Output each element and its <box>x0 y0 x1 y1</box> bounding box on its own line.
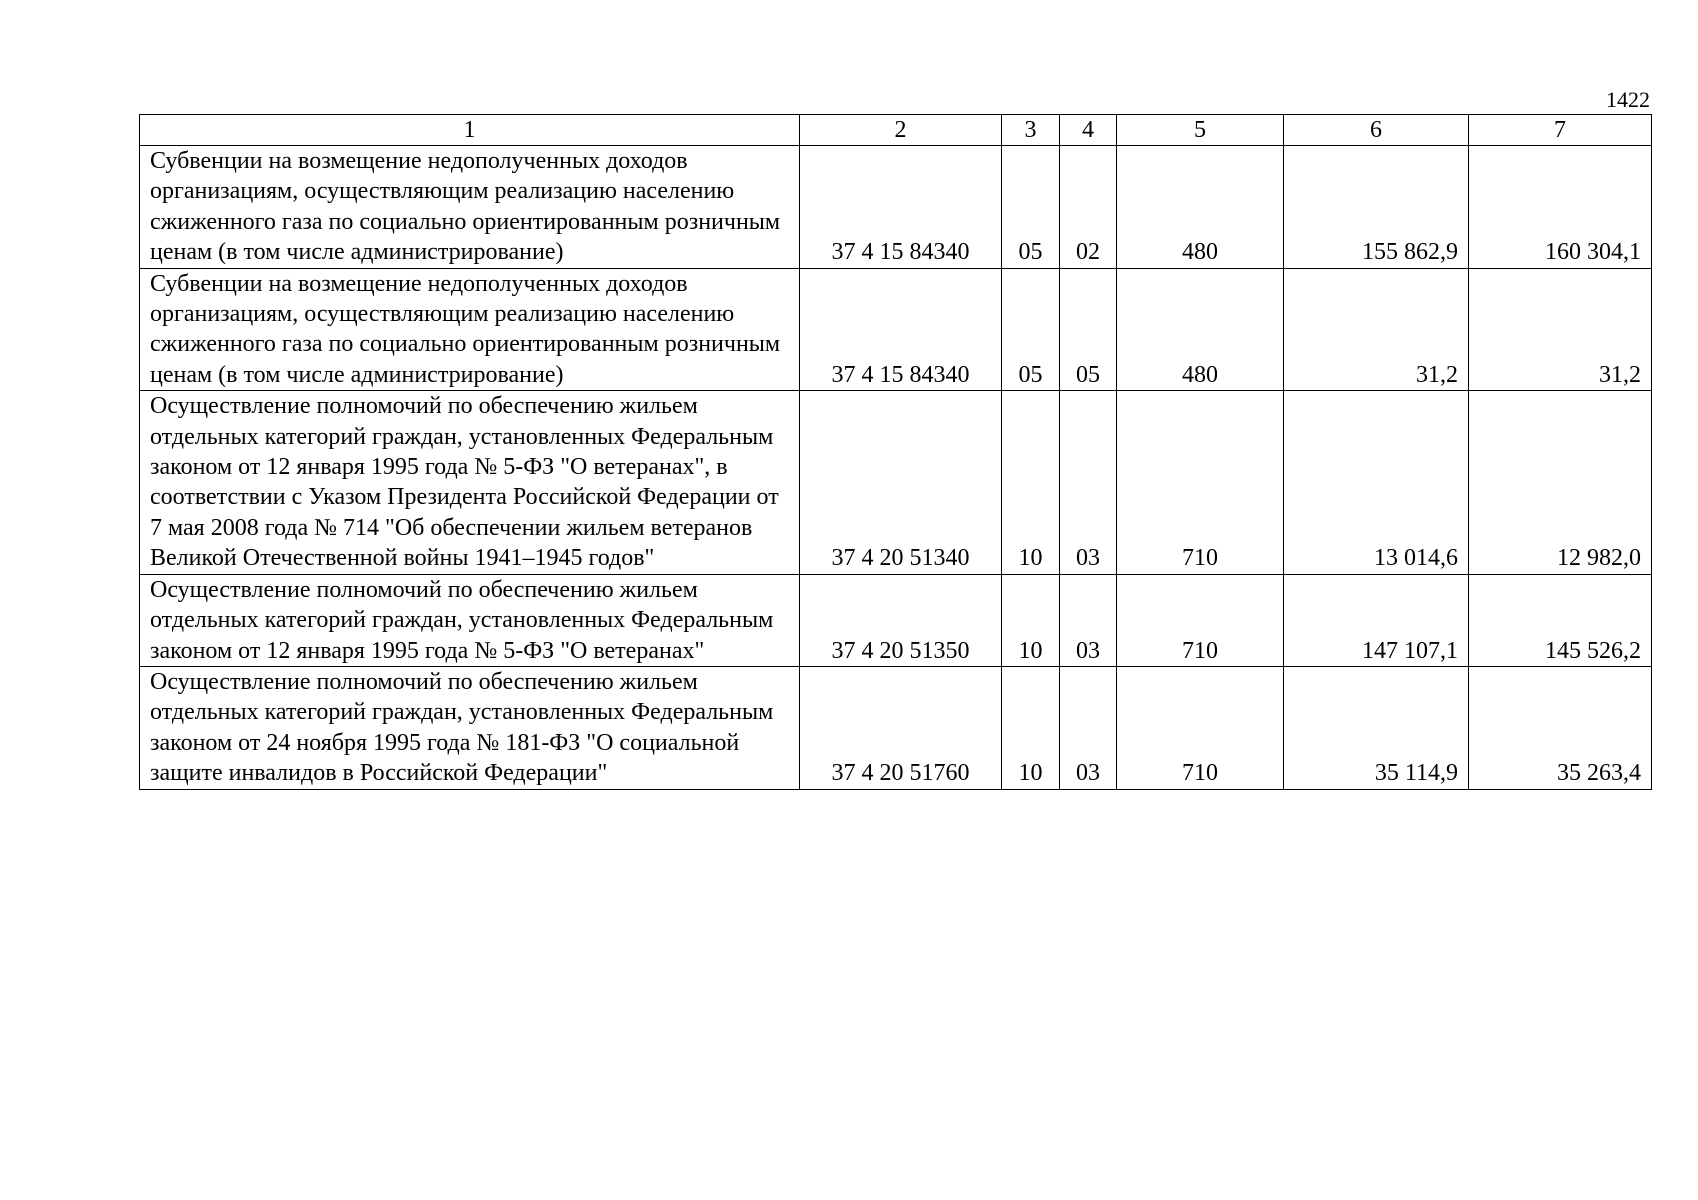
row-expense-type: 710 <box>1117 666 1284 789</box>
table-row <box>140 666 1652 789</box>
column-header-6: 6 <box>1284 115 1469 146</box>
row-description: Осуществление полномочий по обеспечению жильем отдельных категорий граждан, установленных Федеральным законом от 24 ноября 1995 года № 181-ФЗ "О социальной защите инвалидов в Российской Федерации" <box>140 666 800 789</box>
row-subsection: 03 <box>1060 391 1117 574</box>
row-section: 05 <box>1002 268 1060 391</box>
row-expense-type: 710 <box>1117 574 1284 666</box>
row-description: Осуществление полномочий по обеспечению жильем отдельных категорий граждан, установленных Федеральным законом от 12 января 1995 года № 5-ФЗ "О ветеранах" <box>140 574 800 666</box>
row-section: 10 <box>1002 666 1060 789</box>
row-expense-type: 480 <box>1117 268 1284 391</box>
column-header-4: 4 <box>1060 115 1117 146</box>
row-subsection: 03 <box>1060 574 1117 666</box>
row-subsection: 05 <box>1060 268 1117 391</box>
row-amount-1: 35 114,9 <box>1284 666 1469 789</box>
row-amount-2: 35 263,4 <box>1469 666 1652 789</box>
column-header-1: 1 <box>140 115 800 146</box>
row-subsection: 03 <box>1060 666 1117 789</box>
row-description: Субвенции на возмещение недополученных доходов организациям, осуществляющим реализацию населению сжиженного газа по социально ориентированным розничным ценам (в том числе администрирование) <box>140 268 800 391</box>
page-number: 1422 <box>1606 87 1650 112</box>
row-section: 10 <box>1002 391 1060 574</box>
table-row <box>140 391 1652 574</box>
row-section: 10 <box>1002 574 1060 666</box>
row-code: 37 4 20 51760 <box>800 666 1002 789</box>
row-amount-2: 160 304,1 <box>1469 146 1652 269</box>
row-section: 05 <box>1002 146 1060 269</box>
row-amount-2: 145 526,2 <box>1469 574 1652 666</box>
row-amount-2: 31,2 <box>1469 268 1652 391</box>
column-header-7: 7 <box>1469 115 1652 146</box>
row-code: 37 4 20 51350 <box>800 574 1002 666</box>
row-amount-1: 147 107,1 <box>1284 574 1469 666</box>
row-expense-type: 710 <box>1117 391 1284 574</box>
row-code: 37 4 15 84340 <box>800 268 1002 391</box>
header-row <box>140 115 1652 146</box>
column-header-3: 3 <box>1002 115 1060 146</box>
row-description: Субвенции на возмещение недополученных доходов организациям, осуществляющим реализацию населению сжиженного газа по социально ориентированным розничным ценам (в том числе администрирование) <box>140 146 800 269</box>
row-amount-1: 155 862,9 <box>1284 146 1469 269</box>
table-row <box>140 574 1652 666</box>
row-subsection: 02 <box>1060 146 1117 269</box>
row-expense-type: 480 <box>1117 146 1284 269</box>
budget-table <box>139 114 1652 790</box>
table-row <box>140 146 1652 269</box>
row-amount-1: 13 014,6 <box>1284 391 1469 574</box>
row-code: 37 4 15 84340 <box>800 146 1002 269</box>
row-amount-1: 31,2 <box>1284 268 1469 391</box>
table-row <box>140 268 1652 391</box>
row-code: 37 4 20 51340 <box>800 391 1002 574</box>
column-header-2: 2 <box>800 115 1002 146</box>
row-description: Осуществление полномочий по обеспечению жильем отдельных категорий граждан, установленных Федеральным законом от 12 января 1995 года № 5-ФЗ "О ветеранах", в соответствии с Указом Президента Российской Федерации от 7 мая 2008 года № 714 "Об обеспечении жильем ветеранов Великой Отечественной войны 1941–1945 годов" <box>140 391 800 574</box>
row-amount-2: 12 982,0 <box>1469 391 1652 574</box>
column-header-5: 5 <box>1117 115 1284 146</box>
